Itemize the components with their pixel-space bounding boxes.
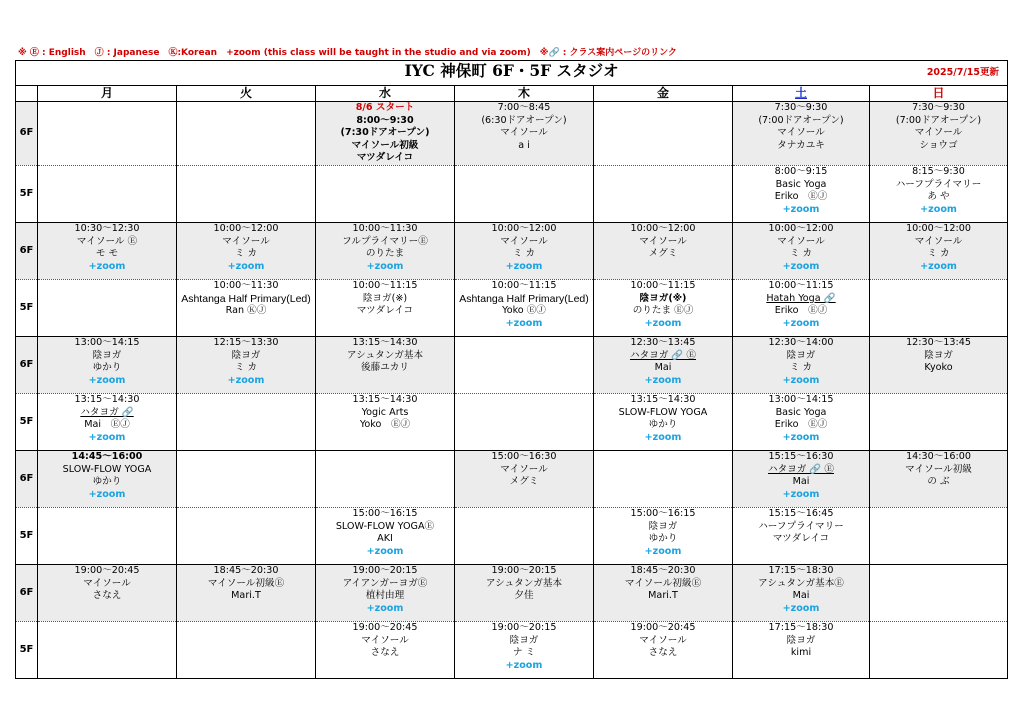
zoom-tag: +zoom [88,260,126,272]
day-header-4: 金 [594,86,733,102]
class-line: Mai ⒺⒿ [84,419,130,431]
schedule-row [16,165,1008,222]
day-header-1: 火 [177,86,316,102]
class-line: 12:30～13:45 [630,336,696,348]
class-line: 10:00～11:15 [630,279,696,291]
class-line: 陰ヨガ [648,520,678,532]
class-line: さなえ [92,590,122,602]
class-line: マイソール初級Ⓔ [624,577,702,589]
class-line: 19:00～20:15 [491,564,557,576]
class-line: 10:00～11:30 [352,222,418,234]
class-line: マイソール Ⓔ [76,235,138,247]
class-line: 後藤ユカリ [361,362,409,374]
class-cell [733,336,870,393]
class-cell [177,336,316,393]
class-line: 陰ヨガ [92,349,122,361]
class-cell [594,621,733,678]
class-line: メグミ [509,476,539,488]
empty-cell [38,279,177,336]
class-line: 10:00～12:00 [213,222,279,234]
class-line: AKI [377,533,393,545]
zoom-tag: +zoom [88,488,126,500]
class-line: メグミ [648,248,678,260]
class-line: Ashtanga Half Primary(Led) [459,292,589,305]
zoom-tag: +zoom [366,602,404,614]
class-line: マツダレイコ [356,305,414,317]
class-cell [733,564,870,621]
zoom-tag: +zoom [782,488,820,500]
class-cell [455,222,594,279]
empty-cell [870,621,1008,678]
updated-date: 2025/7/15更新 [926,67,1000,78]
class-line: マイソール [222,235,270,247]
schedule-row [16,336,1008,393]
zoom-tag: +zoom [782,317,820,329]
class-cell [38,564,177,621]
class-line: Basic Yoga [775,406,827,418]
class-line: マイソール [777,235,825,247]
class-cell [316,507,455,564]
class-line: Ashtanga Half Primary(Led) [181,292,311,305]
schedule-row [16,102,1008,166]
class-line: 17:15～18:30 [768,621,834,633]
class-line: マイソール [639,634,687,646]
empty-cell [177,450,316,507]
class-line: 10:00～12:00 [630,222,696,234]
class-line: Basic Yoga [775,178,827,190]
class-cell [316,336,455,393]
empty-cell [177,165,316,222]
zoom-tag: +zoom [505,659,543,671]
timetable [15,60,1008,679]
class-line: 夕佳 [514,590,534,602]
class-cell [870,222,1008,279]
class-line: アシュタンガ基本 [346,349,424,361]
room-label: 5F [16,165,38,222]
empty-cell [177,393,316,450]
class-line: 15:15～16:30 [768,450,834,462]
zoom-tag: +zoom [366,260,404,272]
schedule-row [16,507,1008,564]
class-line: (7:00ドアオープン) [758,114,844,126]
empty-cell [870,393,1008,450]
class-line: 10:00～12:00 [491,222,557,234]
schedule-row [16,393,1008,450]
class-cell [177,279,316,336]
class-line: 10:00～12:00 [906,222,971,234]
class-line: マイソール初級 [905,463,972,475]
class-line: さなえ [370,647,400,659]
empty-cell [38,102,177,166]
class-line: 12:15～13:30 [213,336,279,348]
class-line: 10:00～11:15 [768,279,834,291]
class-cell [177,564,316,621]
class-line: (7:00ドアオープン) [895,114,982,126]
class-line: a i [518,139,530,151]
day-header-2: 水 [316,86,455,102]
class-cell [316,222,455,279]
page-title: IYC 神保町 6F・5F スタジオ [404,61,619,81]
class-line: ミ カ [789,362,813,374]
class-line: 陰ヨガ [231,349,261,361]
class-line: (7:30ドアオープン) [340,127,430,139]
class-line: ショウゴ [919,139,958,151]
class-line: 陰ヨガ [786,634,816,646]
class-line: 15:00～16:30 [491,450,557,462]
class-line: マイソール初級 [351,139,419,151]
class-line: 8/6 スタート [355,102,415,113]
class-cell [455,621,594,678]
class-cell [594,393,733,450]
class-cell [594,564,733,621]
room-label: 6F [16,222,38,279]
class-cell [38,393,177,450]
class-line: Mai [654,362,672,374]
schedule-row [16,279,1008,336]
schedule-row [16,222,1008,279]
class-line: のりたま [365,248,405,260]
class-line: Ran ⓀⒿ [225,305,267,317]
zoom-tag: +zoom [366,545,404,557]
empty-cell [455,336,594,393]
class-line: の ぶ [927,476,950,488]
class-cell [733,450,870,507]
class-line: ミ カ [789,248,813,260]
class-cell [733,279,870,336]
class-line: 18:45～20:30 [630,564,696,576]
class-line: さなえ [648,647,678,659]
class-cell [316,102,455,166]
class-cell [870,102,1008,166]
empty-cell [870,564,1008,621]
class-line: 15:00～16:15 [630,507,696,519]
empty-cell [316,450,455,507]
zoom-tag: +zoom [782,374,820,386]
zoom-tag: +zoom [920,260,957,272]
class-cell [594,279,733,336]
class-line: 10:30～12:30 [74,222,140,234]
class-line: マイソール [777,127,825,139]
class-line: マイソール初級Ⓔ [207,577,285,589]
class-line: アシュタンガ基本 [485,577,563,589]
zoom-tag: +zoom [644,374,682,386]
class-cell [870,336,1008,393]
zoom-tag: +zoom [227,374,265,386]
class-cell [733,393,870,450]
class-line: 15:15～16:45 [768,507,834,519]
class-cell [177,222,316,279]
class-line: マツダレイコ [772,533,830,545]
class-line: 12:30～14:00 [768,336,834,348]
class-line: 7:30～9:30 [774,102,828,113]
class-cell [38,450,177,507]
class-line: 13:15～14:30 [630,393,696,405]
zoom-tag: +zoom [644,545,682,557]
day-header-0: 月 [38,86,177,102]
class-line: SLOW-FLOW YOGA [62,463,152,475]
class-line: 19:00～20:15 [352,564,418,576]
class-line: 8:00～9:15 [774,165,828,177]
class-cell [733,102,870,166]
empty-cell [177,102,316,166]
class-line: 12:30～13:45 [906,336,971,348]
class-line: 10:00～11:15 [491,279,557,291]
class-line: Mari.T [231,590,261,602]
class-line: 13:00～14:15 [768,393,834,405]
class-link[interactable]: ハタヨガ 🔗 Ⓔ [767,463,834,475]
class-cell [870,450,1008,507]
class-cell [733,507,870,564]
class-line: 18:45～20:30 [213,564,279,576]
class-line: 13:15～14:30 [352,393,418,405]
room-label: 6F [16,336,38,393]
class-line: 8:15～9:30 [912,165,965,177]
class-line: Yoko ⒺⒿ [359,419,411,431]
class-line: あ や [927,191,950,203]
class-link[interactable]: Hatah Yoga 🔗 [766,292,836,304]
class-line: 13:15～14:30 [352,336,418,348]
class-cell [733,621,870,678]
class-line: 10:00～12:00 [768,222,834,234]
empty-cell [455,507,594,564]
room-label: 6F [16,450,38,507]
class-line: ゆかり [648,419,678,431]
room-label: 5F [16,393,38,450]
class-line: マイソール [83,577,131,589]
class-cell [316,564,455,621]
class-cell [316,279,455,336]
room-label: 5F [16,507,38,564]
schedule-row [16,450,1008,507]
class-line: ゆかり [648,533,678,545]
empty-cell [455,165,594,222]
empty-cell [38,507,177,564]
day-header-3: 木 [455,86,594,102]
empty-cell [316,165,455,222]
schedule-row [16,564,1008,621]
empty-cell [594,450,733,507]
class-line: 14:30～16:00 [906,450,971,462]
class-line: 17:15～18:30 [768,564,834,576]
class-line: マイソール [914,127,963,139]
class-line: アシュタンガ基本Ⓔ [758,577,844,589]
class-line: 8:00～9:30 [356,114,414,126]
zoom-tag: +zoom [782,431,820,443]
class-line: Eriko ⒺⒿ [774,305,828,317]
class-line: マツダレイコ [356,152,414,164]
class-cell [316,621,455,678]
class-line: Mari.T [648,590,678,602]
class-line: Mai [792,590,810,602]
class-line: マイソール [639,235,687,247]
class-line: マイソール [500,235,548,247]
class-cell [38,336,177,393]
schedule-row [16,621,1008,678]
class-line: Kyoko [924,362,953,374]
class-line: 13:15～14:30 [74,393,140,405]
class-line: 陰ヨガ [509,634,539,646]
class-line: 13:00～14:15 [74,336,140,348]
day-header-6: 日 [870,86,1008,102]
empty-cell [177,507,316,564]
class-line: 19:00～20:45 [630,621,696,633]
class-link[interactable]: ハタヨガ 🔗 Ⓔ [629,349,696,361]
class-cell [870,165,1008,222]
class-cell [594,507,733,564]
class-line: マイソール [361,634,409,646]
empty-cell [594,165,733,222]
class-cell [455,450,594,507]
zoom-tag: +zoom [920,203,957,215]
empty-cell [38,621,177,678]
class-cell [594,336,733,393]
class-line: 陰ヨガ [924,349,953,361]
class-line: モ モ [95,248,119,260]
room-label: 5F [16,279,38,336]
class-line: マイソール [914,235,963,247]
class-line: ゆかり [92,476,122,488]
zoom-tag: +zoom [782,203,820,215]
class-line: フルプライマリーⒺ [342,235,428,247]
class-line: アイアンガーヨガⒺ [342,577,428,589]
class-line: ミ カ [234,248,258,260]
class-cell [316,393,455,450]
room-label: 6F [16,102,38,166]
class-line: (6:30ドアオープン) [481,114,567,126]
class-cell [455,564,594,621]
timetable-header [16,61,1008,86]
zoom-tag: +zoom [782,602,820,614]
legend-note: ※ Ⓔ : English Ⓙ : Japanese Ⓚ:Korean +zoom (this class will be taught in the studio and via zoom) ※🔗 : クラス案内ページのリンク [18,48,677,58]
class-line: 7:30～9:30 [912,102,965,113]
class-line: ハーフプライマリー [758,520,844,532]
class-line: ミ カ [512,248,536,260]
class-cell [455,102,594,166]
zoom-tag: +zoom [227,260,265,272]
class-line: 19:00～20:45 [352,621,418,633]
class-line: Eriko ⒺⒿ [774,419,828,431]
class-line: マイソール [500,127,548,139]
class-line: ナ ミ [512,647,536,659]
class-line: 15:00～16:15 [352,507,418,519]
class-line: マイソール [500,463,548,475]
class-line: 19:00～20:15 [491,621,557,633]
class-line: Yogic Arts [361,406,409,418]
class-line: 陰ヨガ(※) [362,292,408,304]
class-line: Mai [792,476,810,488]
class-line: kimi [790,647,812,659]
day-header-5: 土 [733,86,870,102]
class-line: 14:45～16:00 [71,450,143,462]
class-link[interactable]: ハタヨガ 🔗 [80,406,134,418]
class-line: Eriko ⒺⒿ [774,191,828,203]
class-line: 7:00～8:45 [497,102,551,113]
class-line: ゆかり [92,362,122,374]
zoom-tag: +zoom [505,260,543,272]
class-line: 10:00～11:30 [213,279,279,291]
empty-cell [455,393,594,450]
class-line: SLOW-FLOW YOGAⒺ [335,520,435,532]
class-cell [733,222,870,279]
class-line: のりたま ⒺⒿ [632,305,694,317]
zoom-tag: +zoom [644,317,682,329]
empty-cell [870,507,1008,564]
class-line: 10:00～11:15 [352,279,418,291]
class-line: ミ カ [234,362,258,374]
class-line: 植村由理 [365,590,405,602]
class-cell [733,165,870,222]
empty-cell [177,621,316,678]
class-cell [594,222,733,279]
zoom-tag: +zoom [88,374,126,386]
class-line: タナカユキ [777,139,825,151]
class-line: 陰ヨガ(※) [639,292,687,304]
zoom-tag: +zoom [644,431,682,443]
empty-cell [594,102,733,166]
room-label: 5F [16,621,38,678]
class-line: ミ カ [927,248,950,260]
class-line: ハーフプライマリー [895,178,982,190]
class-line: 19:00～20:45 [74,564,140,576]
class-line: Yoko ⒺⒿ [502,305,546,317]
class-cell [38,222,177,279]
class-line: SLOW-FLOW YOGA [618,406,708,418]
zoom-tag: +zoom [782,260,820,272]
corner-cell [16,86,38,102]
empty-cell [870,279,1008,336]
zoom-tag: +zoom [88,431,126,443]
empty-cell [38,165,177,222]
class-line: 陰ヨガ [786,349,816,361]
class-cell [455,279,594,336]
zoom-tag: +zoom [505,317,543,329]
room-label: 6F [16,564,38,621]
